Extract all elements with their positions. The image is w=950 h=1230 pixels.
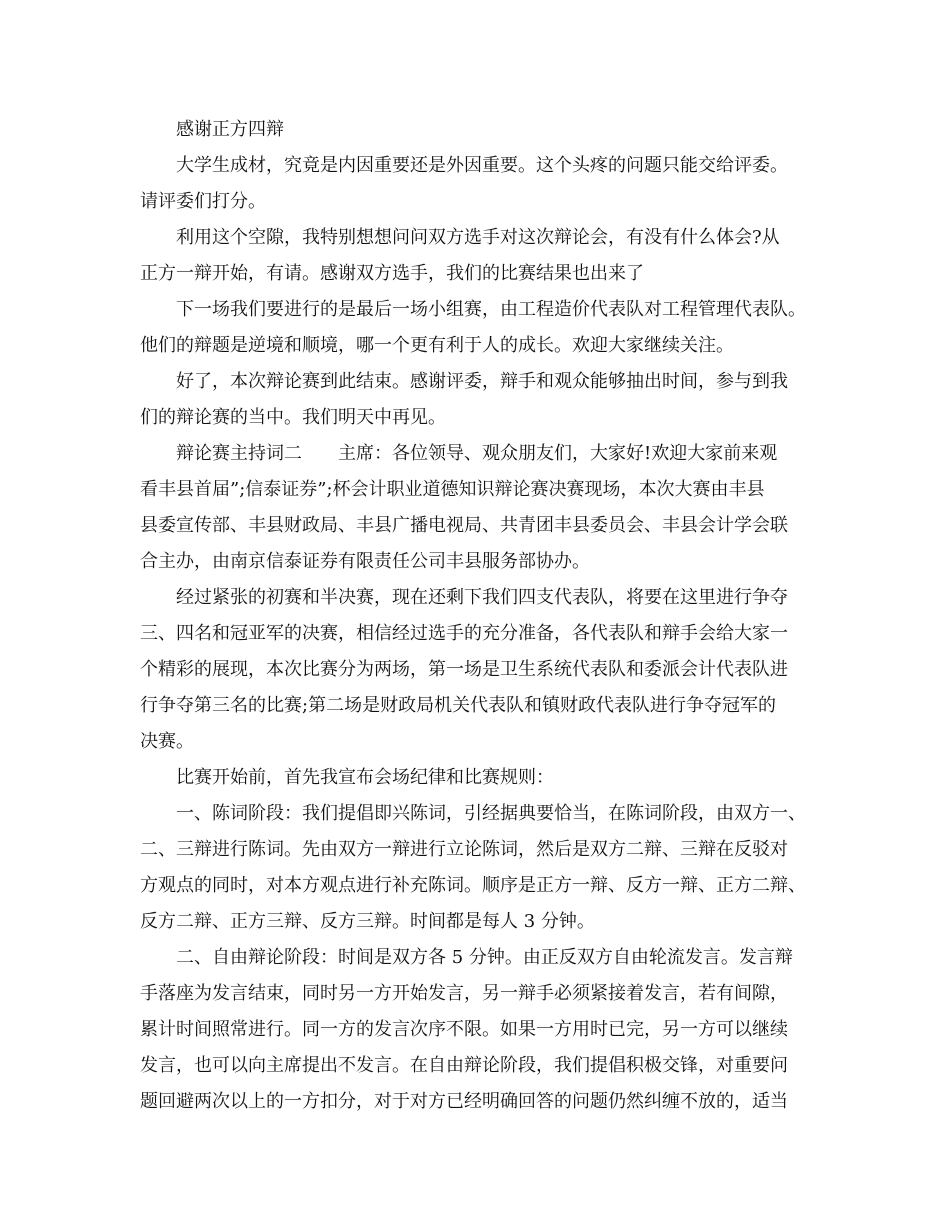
text-line: 三、四名和冠亚军的决赛，相信经过选手的充分准备，各代表队和辩手会给大家一 bbox=[140, 623, 788, 644]
text-line: 一、陈词阶段：我们提倡即兴陈词，引经据典要恰当，在陈词阶段，由双方一、 bbox=[176, 803, 806, 824]
text-line: 题回避两次以上的一方扣分，对于对方已经明确回答的问题仍然纠缠不放的，适当 bbox=[140, 1091, 788, 1112]
text-line: 好了，本次辩论赛到此结束。感谢评委，辩手和观众能够抽出时间，参与到我 bbox=[176, 371, 788, 392]
text-line: 累计时间照常进行。同一方的发言次序不限。如果一方用时已完，另一方可以继续 bbox=[140, 1019, 788, 1040]
text-line: 二、自由辩论阶段：时间是双方各 5 分钟。由正反双方自由轮流发言。发言辩 bbox=[176, 947, 793, 968]
text-line: 正方一辩开始，有请。感谢双方选手，我们的比赛结果也出来了 bbox=[140, 263, 644, 284]
text-line: 他们的辩题是逆境和顺境，哪一个更有利于人的成长。欢迎大家继续关注。 bbox=[140, 335, 734, 356]
text-line: 县委宣传部、丰县财政局、丰县广播电视局、共青团丰县委员会、丰县会计学会联 bbox=[140, 515, 788, 536]
text-line: 手落座为发言结束，同时另一方开始发言，另一辩手必须紧接着发言，若有间隙， bbox=[140, 983, 788, 1004]
text-line: 经过紧张的初赛和半决赛，现在还剩下我们四支代表队，将要在这里进行争夺 bbox=[176, 587, 788, 608]
text-line: 利用这个空隙，我特别想想问问双方选手对这次辩论会，有没有什么体会?从 bbox=[176, 227, 780, 248]
text-line: 反方二辩、正方三辩、反方三辩。时间都是每人 3 分钟。 bbox=[140, 911, 595, 932]
text-line: 大学生成材，究竟是内因重要还是外因重要。这个头疼的问题只能交给评委。 bbox=[176, 155, 788, 176]
text-line: 辩论赛主持词二 主席：各位领导、观众朋友们，大家好!欢迎大家前来观 bbox=[176, 443, 778, 464]
text-line: 个精彩的展现，本次比赛分为两场，第一场是卫生系统代表队和委派会计代表队进 bbox=[140, 659, 788, 680]
text-line: 下一场我们要进行的是最后一场小组赛，由工程造价代表队对工程管理代表队。 bbox=[176, 299, 806, 320]
text-line: 们的辩论赛的当中。我们明天中再见。 bbox=[140, 407, 446, 428]
text-line: 发言，也可以向主席提出不发言。在自由辩论阶段，我们提倡积极交锋，对重要问 bbox=[140, 1055, 788, 1076]
text-line: 看丰县首届”;信泰证券”;杯会计职业道德知识辩论赛决赛现场，本次大赛由丰县 bbox=[140, 479, 765, 500]
text-line: 决赛。 bbox=[140, 731, 194, 752]
text-line: 行争夺第三名的比赛;第二场是财政局机关代表队和镇财政代表队进行争夺冠军的 bbox=[140, 695, 777, 716]
text-line: 方观点的同时，对本方观点进行补充陈词。顺序是正方一辩、反方一辩、正方二辩、 bbox=[140, 875, 806, 896]
text-line: 二、三辩进行陈词。先由双方一辩进行立论陈词，然后是双方二辩、三辩在反驳对 bbox=[140, 839, 788, 860]
text-line: 感谢正方四辩 bbox=[176, 119, 284, 140]
text-line: 合主办，由南京信泰证券有限责任公司丰县服务部协办。 bbox=[140, 551, 590, 572]
text-line: 比赛开始前，首先我宣布会场纪律和比赛规则： bbox=[176, 767, 554, 788]
text-line: 请评委们打分。 bbox=[140, 191, 266, 212]
